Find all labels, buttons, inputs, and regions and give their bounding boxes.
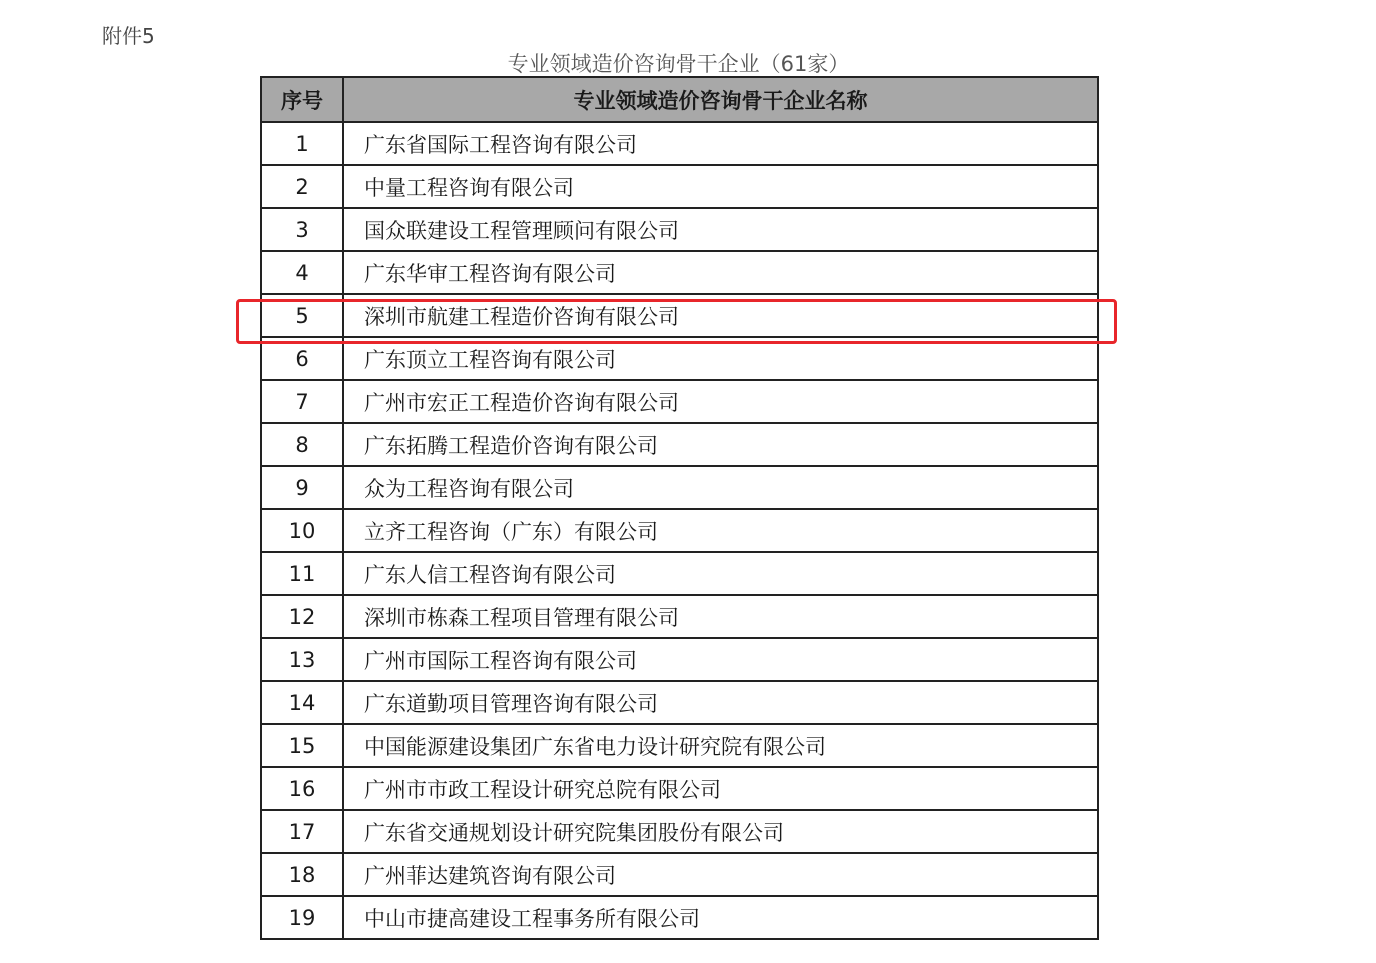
row-enterprise-name: 广东道勤项目管理咨询有限公司: [343, 681, 1098, 724]
table-row: [261, 853, 1098, 896]
row-enterprise-name: 众为工程咨询有限公司: [343, 466, 1098, 509]
row-serial-number: 5: [261, 294, 343, 337]
table-row: [261, 724, 1098, 767]
row-enterprise-name: 广州市国际工程咨询有限公司: [343, 638, 1098, 681]
header-serial-number: 序号: [261, 77, 343, 122]
table-row: [261, 466, 1098, 509]
row-enterprise-name: 中山市捷高建设工程事务所有限公司: [343, 896, 1098, 939]
table-row: [261, 251, 1098, 294]
row-serial-number: 14: [261, 681, 343, 724]
row-serial-number: 2: [261, 165, 343, 208]
row-enterprise-name: 中量工程咨询有限公司: [343, 165, 1098, 208]
row-serial-number: 19: [261, 896, 343, 939]
row-enterprise-name: 广东拓腾工程造价咨询有限公司: [343, 423, 1098, 466]
row-serial-number: 16: [261, 767, 343, 810]
row-serial-number: 10: [261, 509, 343, 552]
table-row: [261, 638, 1098, 681]
table-body: [261, 122, 1098, 939]
row-enterprise-name: 广州市市政工程设计研究总院有限公司: [343, 767, 1098, 810]
document-title: 专业领域造价咨询骨干企业（61家）: [507, 52, 850, 76]
row-enterprise-name: 广东顶立工程咨询有限公司: [343, 337, 1098, 380]
table-row: [261, 122, 1098, 165]
enterprise-table: [260, 76, 1099, 940]
table-row: [261, 337, 1098, 380]
table-row: [261, 294, 1098, 337]
table-row: [261, 509, 1098, 552]
row-enterprise-name: 中国能源建设集团广东省电力设计研究院有限公司: [343, 724, 1098, 767]
row-serial-number: 17: [261, 810, 343, 853]
table-row: [261, 767, 1098, 810]
row-serial-number: 1: [261, 122, 343, 165]
row-serial-number: 3: [261, 208, 343, 251]
table-row: [261, 380, 1098, 423]
table-row: [261, 423, 1098, 466]
table-row: [261, 896, 1098, 939]
row-serial-number: 4: [261, 251, 343, 294]
table-row: [261, 810, 1098, 853]
row-enterprise-name: 广东人信工程咨询有限公司: [343, 552, 1098, 595]
row-serial-number: 6: [261, 337, 343, 380]
row-enterprise-name: 广州市宏正工程造价咨询有限公司: [343, 380, 1098, 423]
row-enterprise-name: 广东华审工程咨询有限公司: [343, 251, 1098, 294]
row-serial-number: 8: [261, 423, 343, 466]
table-row: [261, 208, 1098, 251]
row-enterprise-name: 深圳市栋森工程项目管理有限公司: [343, 595, 1098, 638]
table-header-row: [261, 77, 1098, 122]
row-serial-number: 18: [261, 853, 343, 896]
row-serial-number: 13: [261, 638, 343, 681]
row-enterprise-name: 广州菲达建筑咨询有限公司: [343, 853, 1098, 896]
row-serial-number: 15: [261, 724, 343, 767]
attachment-label: 附件5: [102, 24, 155, 48]
row-enterprise-name: 广东省国际工程咨询有限公司: [343, 122, 1098, 165]
table-row: [261, 595, 1098, 638]
row-serial-number: 12: [261, 595, 343, 638]
row-enterprise-name: 国众联建设工程管理顾问有限公司: [343, 208, 1098, 251]
row-serial-number: 11: [261, 552, 343, 595]
header-enterprise-name: 专业领域造价咨询骨干企业名称: [343, 77, 1098, 122]
row-enterprise-name: 深圳市航建工程造价咨询有限公司: [343, 294, 1098, 337]
table-row: [261, 552, 1098, 595]
row-serial-number: 9: [261, 466, 343, 509]
row-enterprise-name: 广东省交通规划设计研究院集团股份有限公司: [343, 810, 1098, 853]
row-serial-number: 7: [261, 380, 343, 423]
table-row: [261, 165, 1098, 208]
row-enterprise-name: 立齐工程咨询（广东）有限公司: [343, 509, 1098, 552]
table-row: [261, 681, 1098, 724]
